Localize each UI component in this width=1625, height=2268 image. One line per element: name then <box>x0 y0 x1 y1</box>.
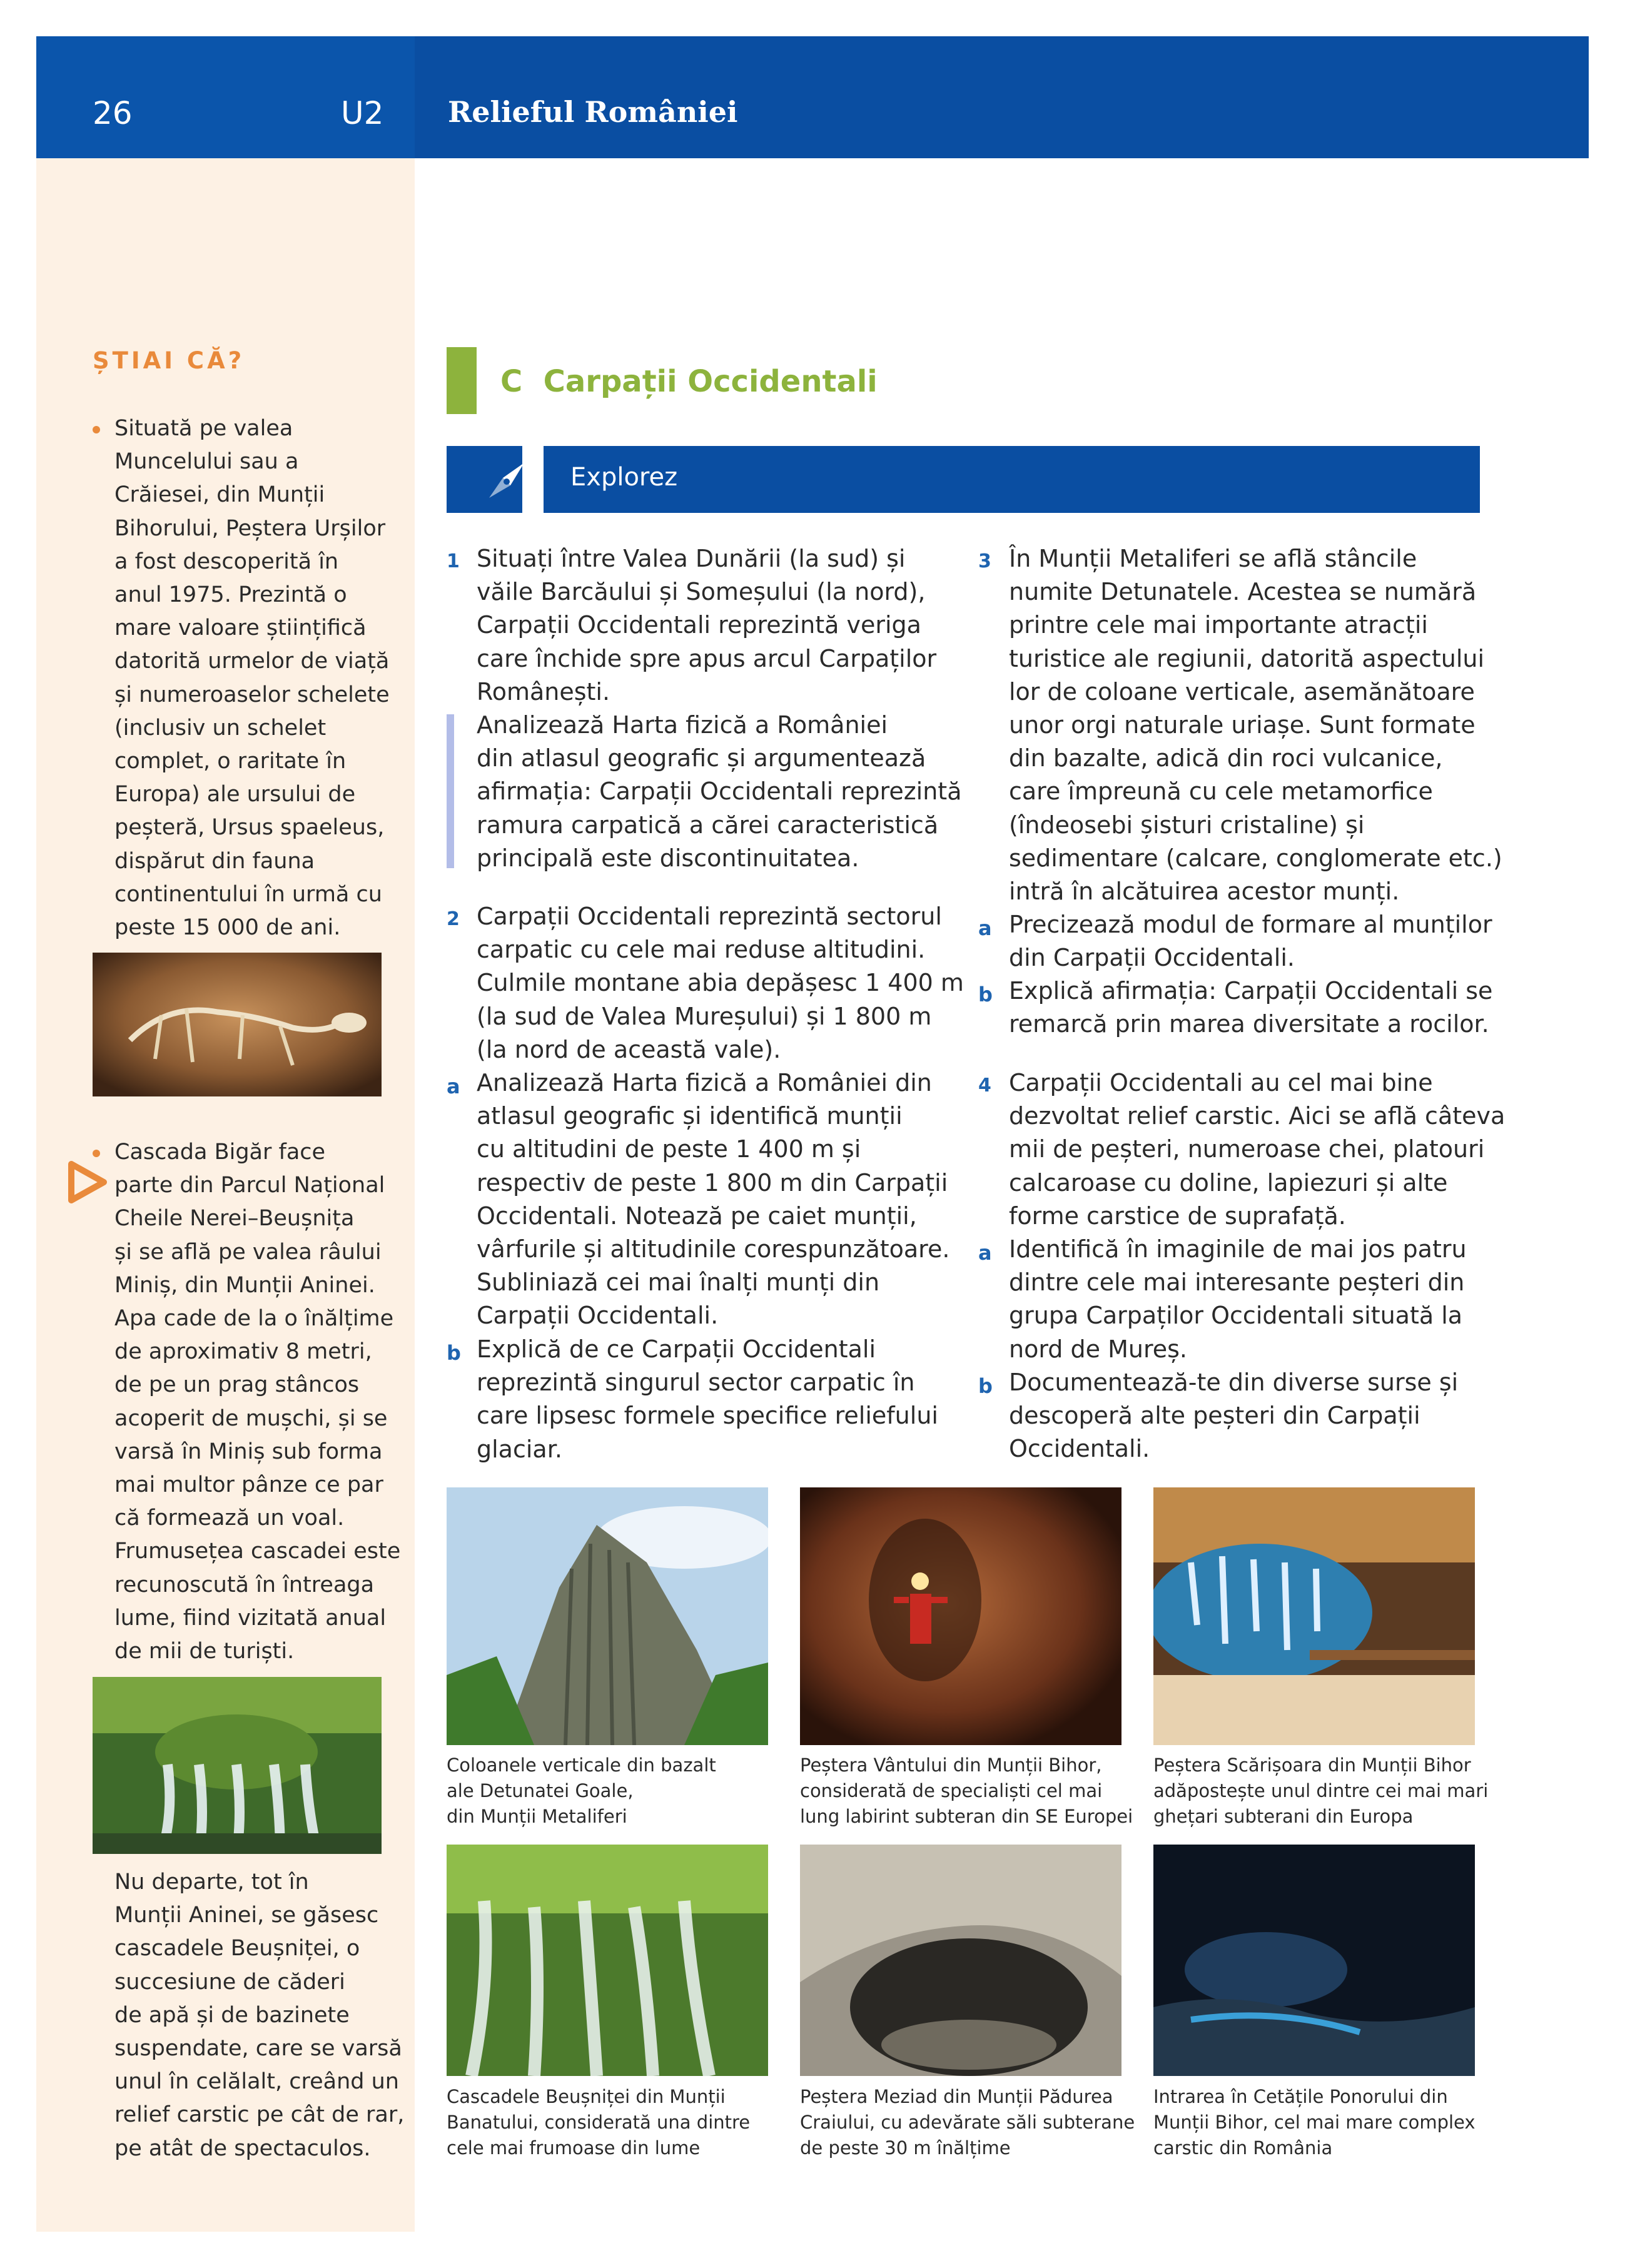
page-title: Relieful României <box>448 95 738 129</box>
paragraph-2: Carpații Occidentali reprezintă sectorul carpatic cu cele mai reduse altitudini. Culmile montane abia depășesc 1 400 m (la sud de Valea Mureșului) și 1 800 m (la nord de această vale). <box>477 903 964 1063</box>
section-letter: C <box>500 364 523 399</box>
task-letter-2b: b <box>447 1341 461 1365</box>
task-letter-4a: a <box>978 1241 992 1265</box>
task-4a: Identifică în imaginile de mai jos patru dintre cele mai interesante peșteri din grupa Carpaților Occidentali situată la nord de Mureș. <box>1009 1235 1467 1363</box>
section-marker <box>447 347 477 414</box>
item-number-3: 3 <box>978 550 991 572</box>
task-letter-2a: a <box>447 1075 460 1098</box>
detunata-photo <box>447 1487 768 1745</box>
cetatile-ponorului-photo <box>1153 1845 1475 2076</box>
play-triangle-icon <box>68 1160 108 1207</box>
unit-label: U2 <box>341 95 384 131</box>
section-title <box>500 364 878 399</box>
pestera-meziad-photo <box>800 1845 1121 2076</box>
pestera-vantului-photo <box>800 1487 1121 1745</box>
paragraph-1: Situați între Valea Dunării (la sud) și văile Barcăului și Someșului (la nord), Carpații Occidentali reprezintă veriga care închide spre apus arcul Carpaților Românești. <box>477 545 937 706</box>
beusnita-photo <box>447 1845 768 2076</box>
bullet-dot <box>93 426 100 433</box>
sidebar-item-beusnita: Nu departe, tot în Munții Aninei, se găsesc cascadele Beușniței, o succesiune de căderi de apă și de bazinete suspendate, care se varsă unul în celălalt, creând un relief carstic pe cât de rar, pe atât de spectaculos. <box>114 1870 405 2161</box>
caption-ponorului: Intrarea în Cetățile Ponorului din Munții Bihor, cel mai mare complex carstic din România <box>1153 2086 1476 2159</box>
task-marker <box>447 714 454 868</box>
task-3a: Precizează modul de formare al munților din Carpații Occidentali. <box>1009 911 1492 972</box>
caption-meziad: Peștera Meziad din Munții Pădurea Craiului, cu adevărate săli subterane de peste 30 m înălțime <box>800 2086 1135 2159</box>
sidebar-item-bear-cave: Situată pe valea Muncelului sau a Crăiesei, din Munții Bihorului, Peștera Urșilor a fost descoperită în anul 1975. Prezintă o mare valoare științifică datorită urmelor de viață și numeroaselor schelete (inclusiv un schelet complet, o raritate în Europa) ale ursului de peșteră, Ursus spaeleus, dispărut din fauna continentului în urmă cu peste 15 000 de ani. <box>114 416 390 941</box>
caption-pestera-vantului: Peștera Vântului din Munții Bihor, considerată de specialiști cel mai lung labirint subteran din SE Europei <box>800 1754 1133 1827</box>
task-3b: Explică afirmația: Carpații Occidentali se remarcă prin marea diversitate a rocilor. <box>1009 977 1493 1038</box>
page-number: 26 <box>93 95 133 131</box>
caption-beusnita: Cascadele Beușniței din Munții Banatului, considerată una dintre cele mai frumoase din lume <box>447 2086 751 2159</box>
sidebar-heading: ȘTIAI CĂ? <box>93 347 245 374</box>
task-letter-3b: b <box>978 983 993 1006</box>
item-number-2: 2 <box>447 908 460 930</box>
compass-icon <box>482 455 532 508</box>
sidebar-item-bigar-waterfall: Cascada Bigăr face parte din Parcul Național Cheile Nerei–Beușnița și se află pe valea râului Miniș, din Munții Aninei. Apa cade de la o înălțime de aproximativ 8 metri, de pe un prag stâncos acoperit de mușchi, și se varsă în Miniș sub forma mai multor pânze ce par că formează un voal. Frumusețea cascadei este recunoscută în întreaga lume, fiind vizitată anual de mii de turiști. <box>114 1140 401 1664</box>
paragraph-4: Carpații Occidentali au cel mai bine dezvoltat relief carstic. Aici se află câteva mii de peșteri, numeroase chei, platouri calcaroase cu doline, lapiezuri și alte forme carstice de suprafață. <box>1009 1069 1506 1230</box>
task-letter-3a: a <box>978 916 992 940</box>
bear-skeleton-photo <box>93 953 382 1096</box>
caption-scarisoara: Peștera Scărișoara din Munții Bihor adăpostește unul dintre cei mai mari ghețari subterani din Europa <box>1153 1754 1489 1827</box>
paragraph-3: În Munții Metaliferi se află stâncile numite Detunatele. Acestea se numără printre cele mai importante atracții turistice ale regiunii, datorită aspectului lor de coloane verticale, asemănătoare unor orgi naturale uriașe. Sunt formate din bazalte, adică din roci vulcanice, care împreună cu cele metamorfice (îndeosebi șisturi cristaline) și sedimentare (calcare, conglomerate etc.) intră în alcătuirea acestor munți. <box>1009 545 1502 906</box>
bullet-dot <box>93 1150 100 1157</box>
pestera-scarisoara-photo <box>1153 1487 1475 1745</box>
task-2b: Explică de ce Carpații Occidentali reprezintă singurul sector carpatic în care lipsesc formele specifice reliefului glaciar. <box>477 1335 938 1463</box>
task-2a: Analizează Harta fizică a României din atlasul geografic și identifică munții cu altitudini de peste 1 400 m și respectiv de peste 1 800 m din Carpații Occidentali. Notează pe caiet munții, vârfurile și altitudinile corespunzătoare. Subliniază cei mai înalți munți din Carpații Occidentali. <box>477 1069 950 1330</box>
bigar-waterfall-photo <box>93 1677 382 1854</box>
task-1: Analizează Harta fizică a României din atlasul geografic și argumentează afirmația: Carpații Occidentali reprezintă ramura carpatică a cărei caracteristică principală este discontinuitatea. <box>477 711 962 872</box>
item-number-1: 1 <box>447 550 460 572</box>
item-number-4: 4 <box>978 1075 991 1096</box>
section-title-text: Carpații Occidentali <box>543 364 878 399</box>
task-letter-4b: b <box>978 1374 993 1398</box>
caption-detunata: Coloanele verticale din bazalt ale Detunatei Goale, din Munții Metaliferi <box>447 1754 716 1827</box>
task-4b: Documentează-te din diverse surse și descoperă alte peșteri din Carpații Occidentali. <box>1009 1369 1459 1463</box>
explore-label: Explorez <box>570 463 678 492</box>
